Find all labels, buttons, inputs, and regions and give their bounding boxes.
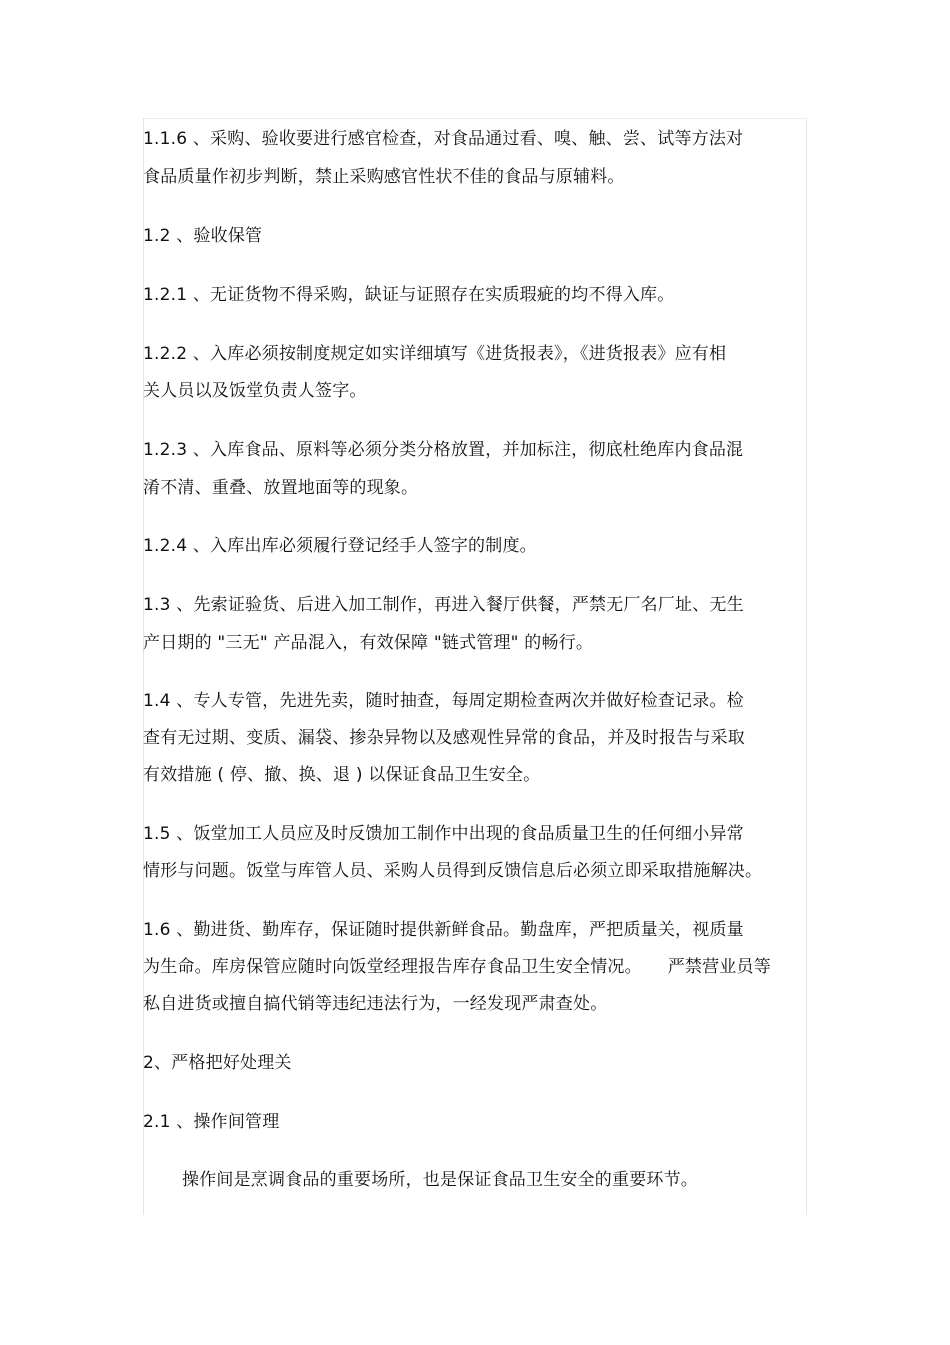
page-frame (143, 118, 807, 1215)
text-line-1-5: 1.5 、饭堂加工人员应及时反馈加工制作中出现的食品质量卫生的任何细小异常 (143, 824, 744, 844)
text-line-1-2-2: 1.2.2 、入库必须按制度规定如实详细填写《进货报表》，《进货报表》应有相 (143, 344, 727, 364)
text-line-1-2-2-cont: 关人员以及饭堂负责人签字。 (143, 381, 367, 401)
text-line-1-2-3-cont: 淆不清、重叠、放置地面等的现象。 (143, 478, 419, 498)
heading-1-2: 1.2 、验收保管 (143, 226, 263, 246)
text-line-1-5-cont: 情形与问题。饭堂与库管人员、采购人员得到反馈信息后必须立即采取措施解决。 (143, 861, 763, 881)
text-line-1-4-cont-2: 有效措施 ( 停、撤、换、退 ) 以保证食品卫生安全。 (143, 765, 541, 785)
text-line-1-6: 1.6 、勤进货、勤库存，保证随时提供新鲜食品。勤盘库，严把质量关，视质量 (143, 920, 744, 940)
text-line-1-3: 1.3 、先索证验货、后进入加工制作，再进入餐厅供餐，严禁无厂名厂址、无生 (143, 595, 744, 615)
text-line-1-1-6: 1.1.6 、采购、验收要进行感官检查，对食品通过看、嗅、触、尝、试等方法对 (143, 129, 744, 149)
heading-2: 2、严格把好处理关 (143, 1053, 292, 1073)
text-line-1-4: 1.4 、专人专管，先进先卖，随时抽查，每周定期检查两次并做好检查记录。检 (143, 691, 744, 711)
heading-2-1: 2.1 、操作间管理 (143, 1112, 280, 1132)
text-line-1-2-3: 1.2.3 、入库食品、原料等必须分类分格放置，并加标注，彻底杜绝库内食品混 (143, 440, 744, 460)
text-line-2-1-body: 操作间是烹调食品的重要场所，也是保证食品卫生安全的重要环节。 (182, 1170, 698, 1190)
text-line-1-6-cont-1: 为生命。库房保管应随时向饭堂经理报告库存食品卫生安全情况。 严禁营业员等 (143, 957, 771, 977)
text-line-1-1-6-cont: 食品质量作初步判断，禁止采购感官性状不佳的食品与原辅料。 (143, 167, 625, 187)
text-line-1-2-4: 1.2.4 、入库出库必须履行登记经手人签字的制度。 (143, 536, 537, 556)
text-line-1-3-cont: 产日期的 "三无" 产品混入，有效保障 "链式管理" 的畅行。 (143, 633, 594, 653)
text-line-1-2-1: 1.2.1 、无证货物不得采购，缺证与证照存在实质瑕疵的均不得入库。 (143, 285, 675, 305)
text-line-1-4-cont-1: 查有无过期、变质、漏袋、掺杂异物以及感观性异常的食品，并及时报告与采取 (143, 728, 745, 748)
text-line-1-6-cont-2: 私自进货或擅自搞代销等违纪违法行为，一经发现严肃查处。 (143, 994, 608, 1014)
